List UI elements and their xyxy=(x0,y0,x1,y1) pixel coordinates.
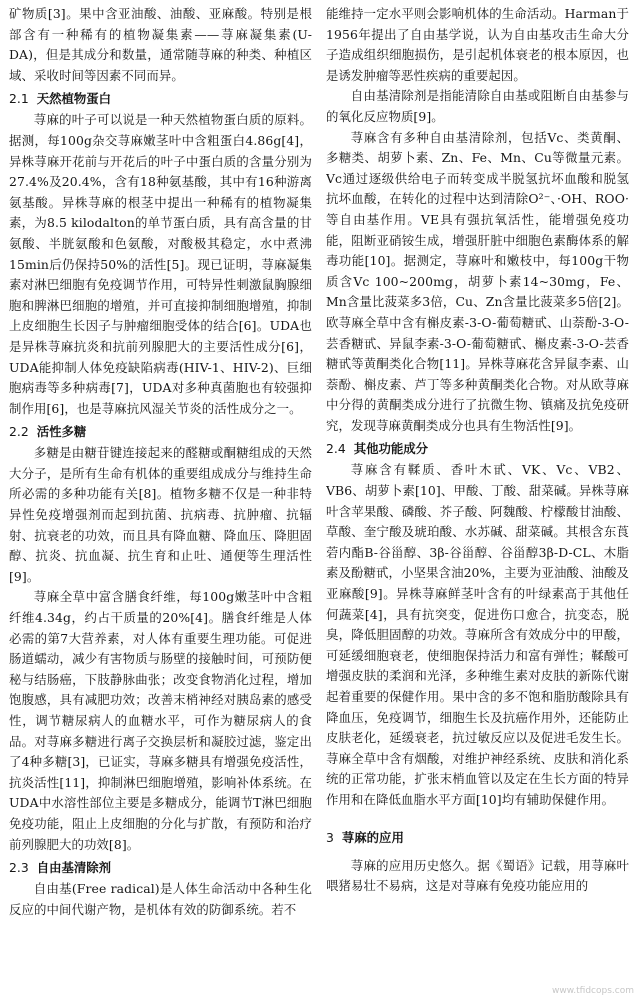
paragraph-intro-continued: 矿物质[3]。果中含亚油酸、油酸、亚麻酸。特别是根部含有一种稀有的植物凝集素——荨麻凝集素(U-DA)，但是其成分和数量，通常随荨麻的种类、种植区域、采收时间等因素不同而异。 xyxy=(9,6,312,83)
paragraph-scavenger-content: 荨麻含有多种自由基清除剂，包括Vc、类黄酮、多糖类、胡萝卜素、Zn、Fe、Mn、Cu等微量元素。Vc通过逐级供给电子而转变成半脱氢抗坏血酸和脱氢抗坏血酸，在转化的过程中达到清除O²⁻、·OH、ROO·等自由基作用。VE具有强抗氧活性，能增强免疫功能，阻断亚硝铵生成，增强肝脏中细胞色素酶体系的解毒功能[10]。据测定，荨麻叶和嫩枝中，每100g干物质含Vc 100~200mg，胡萝卜素14~30mg，Fe、Mn含量比菠菜多3倍，Cu、Zn含量比菠菜多5倍[2]。欧荨麻全草中含有槲皮素-3-O-葡萄糖甙、山萘酚-3-O-芸香糖甙、异鼠李素-3-O-葡萄糖甙、槲皮素-3-O-芸香糖甙等黄酮类化合物[11]。异株荨麻花含异鼠李素、山萘酚、槲皮素、芦丁等多种黄酮类化合物。对从欧荨麻中分得的黄酮类成分进行了抗微生物、镇痛及抗免疫研究，发现荨麻黄酮类成分也具有生物活性[9]。 xyxy=(326,129,629,433)
subsection-heading-2-1 xyxy=(9,88,312,109)
section-heading-3 xyxy=(326,827,629,848)
paragraph-free-radical-start: 自由基(Free radical)是人体生命活动中各种生化反应的中间代谢产物，是机体有效的防御系统。若不 xyxy=(9,881,312,917)
subsection-heading-2-4 xyxy=(326,438,629,459)
subsection-title: 自由基清除剂 xyxy=(36,860,112,876)
subsection-number: 2.2 xyxy=(9,424,29,440)
subsection-title: 天然植物蛋白 xyxy=(36,91,112,107)
subsection-heading-2-3 xyxy=(9,857,312,878)
subsection-title: 其他功能成分 xyxy=(353,441,429,457)
subsection-heading-2-2 xyxy=(9,421,312,442)
section-number: 3 xyxy=(326,829,334,845)
right-column xyxy=(326,4,629,1000)
paragraph-polysaccharide-1: 多糖是由糖苷键连接起来的醛糖或酮糖组成的天然大分子，是所有生命有机体的重要组成成分与维持生命所必需的多种功能有关[8]。植物多糖不仅是一种非特异性免疫增强剂而起到抗菌、抗病毒、抗肿瘤、抗辐射、抗衰老的功效，而且具有降血糖、降血压、降胆固醇、抗炎、抗血凝、抗生育和止吐、通便等生理活性[9]。 xyxy=(9,445,312,584)
subsection-number: 2.4 xyxy=(326,441,346,457)
subsection-number: 2.1 xyxy=(9,91,29,107)
paragraph-other-components: 荨麻含有鞣质、香叶木甙、VK、Vc、VB2、VB6、胡萝卜素[10]、甲酸、丁酸、甜菜碱。异株荨麻叶含苹果酸、磷酸、芥子酸、阿魏酸、柠檬酸甘油酸、草酸、奎宁酸及琥珀酸、水苏碱、甜菜碱。其根含东莨菪内酯B-谷甾醇、3β-谷甾醇、谷甾醇3β-D-CL、木脂素及酚糖甙，小坚果含油20%，主要为亚油酸、油酸及亚麻酸[9]。异株荨麻鲜茎叶含有的叶绿素高于其他任何蔬菜[4]，具有抗突变，促进伤口愈合，抗变态，脱臭，降低胆固醇的功效。荨麻所含有效成分中的甲酸，可延缓细胞衰老，使细胞保持活力和富有弹性；鞣酸可增强皮肤的柔润和光泽，多种维生素对皮肤的新陈代谢起着重要的保健作用。果中含的多不饱和脂肪酸除具有降血压，免疫调节，细胞生长及抗癌作用外，还能防止皮肤老化，延缓衰老，抗过敏反应以及促进毛发生长。荨麻全草中含有烟酸，对维护神经系统、皮肤和消化系统的正常功能，扩张末梢血管以及定在生长方面的特异作用和在降低血脂水平方面[10]均有辅助保健作用。 xyxy=(326,462,629,807)
paragraph-scavenger-definition: 自由基清除剂是指能清除自由基或阻断自由基参与的氧化反应物质[9]。 xyxy=(326,88,629,124)
paragraph-free-radical-continued: 能维持一定水平则会影响机体的生命活动。Harman于1956年提出了自由基学说，认为自由基攻击生命大分子造成组织细胞损伤，是引起机体衰老的根本原因，也是诱发肿瘤等恶性疾病的重要起因。 xyxy=(326,6,629,83)
site-watermark: www.tfidcops.com xyxy=(552,986,634,996)
subsection-title: 活性多糖 xyxy=(36,424,87,440)
paragraph-plant-protein: 荨麻的叶子可以说是一种天然植物蛋白质的原料。据测，每100g杂交荨麻嫩茎叶中含粗蛋白4.86g[4]，异株荨麻开花前与开花后的叶子中蛋白质的含量分别为27.4%及20.4%，含有18种氨基酸，其中有16种游离氨基酸。异株荨麻的根茎中提出一种稀有的植物凝集素，为8.5 kilodalton的单节蛋白质，具有高含量的甘氨酸、半胱氨酸和色氨酸，对酸极其稳定，水中煮沸15min后仍保持50%的活性[5]。现已证明，荨麻凝集素对淋巴细胞有免疫调节作用，可特异性刺激鼠胸腺细胞和脾淋巴细胞的增殖，并可直接抑制细胞增殖，抑制上皮细胞生长因子与肿瘤细胞受体的结合[6]。UDA也是异株荨麻抗炎和抗前列腺肥大的主要活性成分[6]，UDA能抑制人体免疫缺陷病毒(HIV-1、HIV-2)、巨细胞病毒等多种病毒[7]，UDA对多种真菌胞也有较强抑制作用[6]，也是荨麻抗风湿关节炎的活性成分之一。 xyxy=(9,112,312,416)
subsection-number: 2.3 xyxy=(9,860,29,876)
paragraph-application: 荨麻的应用历史悠久。据《蜀语》记载，用荨麻叶喂猪易壮不易病，这是对荨麻有免疫功能应用的 xyxy=(326,857,629,894)
left-column xyxy=(9,4,312,1000)
paragraph-polysaccharide-2: 荨麻全草中富含膳食纤维，每100g嫩茎叶中含粗纤维4.34g，约占干质量的20%[4]。膳食纤维是人体必需的第7大营养素，对人体有重要生理功能。可促进肠道蠕动，减少有害物质与肠壁的接触时间，可预防便秘与结肠癌，下肢静脉曲张；改变食物消化过程，增加饱腹感，具有减肥功效；改善末梢神经对胰岛素的感受性，调节糖尿病人的血糖水平，可作为糖尿病人的食品。对荨麻多糖进行离子交换层析和凝胶过滤，鉴定出了4种多糖[3]，已证实，荨麻多糖具有增强免疫活性，抗炎活性[11]，抑制淋巴细胞增殖，影响补体系统。在UDA中水溶性部位主要是多糖成分，能调节T淋巴细胞免疫功能，阻止上皮细胞的分化与扩散，有预防和治疗前列腺肥大的功效[8]。 xyxy=(9,589,312,852)
section-title: 荨麻的应用 xyxy=(341,829,404,845)
